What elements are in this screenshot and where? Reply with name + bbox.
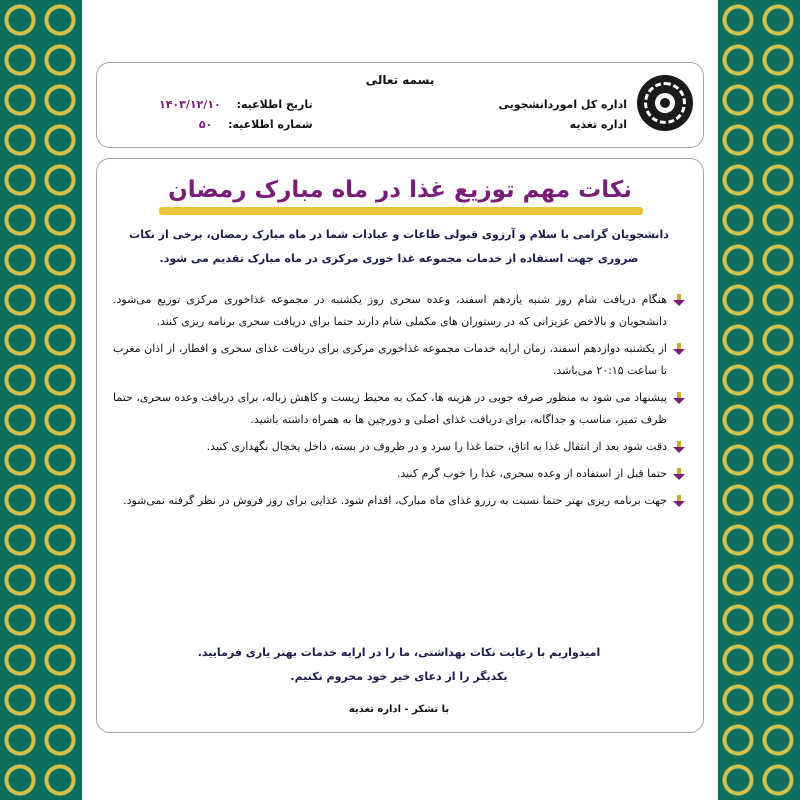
list-item	[113, 338, 685, 382]
list-item	[113, 436, 685, 458]
notice-date-row	[159, 95, 313, 115]
notice-items-list	[113, 289, 685, 517]
notice-number-label: شماره اطلاعیه:	[228, 118, 313, 131]
notice-date-label: تاریخ اطلاعیه:	[236, 98, 313, 111]
notice-date-value: ۱۴۰۳/۱۲/۱۰	[159, 98, 221, 111]
list-item-text: حتما قبل از استفاده از وعده سحری، غذا را خوب گرم کنید.	[396, 467, 667, 480]
notice-page	[82, 0, 718, 800]
arrow-down-icon	[673, 343, 685, 355]
arrow-down-icon	[673, 468, 685, 480]
arrow-down-icon	[673, 495, 685, 507]
closing-line-2: یکدیگر را از دعای خیر خود محروم نکنیم.	[290, 670, 508, 683]
university-emblem-icon	[637, 75, 693, 131]
list-item-text: دقت شود بعد از انتقال غذا به اتاق، حتما غذا را سرد و در ظروف در بسته، داخل یخچال نگهداری کنید.	[206, 440, 667, 453]
notice-signature: با تشکر - اداره تغذیه	[348, 704, 450, 715]
org-department: اداره تغذیه	[569, 118, 627, 131]
closing-line-1: امیدواریم با رعایت نکات بهداشتی، ما را در ارایه خدمات بهتر یاری فرمایید.	[197, 646, 601, 659]
list-item	[113, 387, 685, 431]
notice-info-block	[159, 95, 313, 135]
arrow-down-icon	[673, 441, 685, 453]
list-item-text: جهت برنامه ریزی بهتر حتما نسبت به رزرو غذای ماه مبارک، اقدام شود. غذایی برای روز فروش در نظر گرفته نمی‌شود.	[123, 494, 667, 507]
notice-intro: دانشجویان گرامی با سلام و آرزوی قبولی طاعات و عبادات شما در ماه مبارک رمضان، برخی از نکات ضروری جهت استفاده از خدمات مجموعه غذا خوری مرکزی در ماه مبارک تقدیم می شود.	[129, 228, 669, 265]
arrow-down-icon	[673, 294, 685, 306]
list-item	[113, 490, 685, 512]
org-name: اداره کل اموردانشجویی	[498, 98, 627, 111]
notice-number-row	[159, 115, 313, 135]
organization-block	[498, 95, 627, 135]
notice-number-value: ۵۰	[198, 118, 213, 131]
right-decorative-border	[718, 0, 800, 800]
notice-header	[96, 62, 704, 148]
notice-closing	[113, 641, 685, 689]
bismillah-text: بسمه تعالی	[365, 73, 435, 87]
list-item-text: هنگام دریافت شام روز شنبه یازدهم اسفند، وعده سحری روز یکشنبه در مجموعه غذاخوری مرکزی توزیع می‌شود. دانشجویان و بالاخص عزیزانی که در رستوران های مکملی شام دارند حتما برای دریافت سحری برنامه ریزی کنند.	[113, 293, 667, 328]
title-underline	[159, 207, 643, 215]
list-item-text: از یکشنبه دوازدهم اسفند، زمان ارایه خدمات مجموعه غذاخوری مرکزی برای دریافت غذای سحری و افطار، از اذان مغرب تا ساعت ۲۰:۱۵ می‌باشد.	[113, 342, 667, 377]
notice-title: نکات مهم توزیع غذا در ماه مبارک رمضان	[168, 177, 632, 203]
list-item	[113, 289, 685, 333]
notice-body	[96, 158, 704, 733]
arrow-down-icon	[673, 392, 685, 404]
left-decorative-border	[0, 0, 82, 800]
list-item-text: پیشنهاد می شود به منظور صرفه جویی در هزینه ها، کمک به محیط زیست و کاهش زباله، برای دریافت وعده سحری، حتما ظرف تمیز، مناسب و جداگانه، برای دریافت غذای اصلی و دورچین ها به همراه داشته باشید.	[113, 391, 667, 426]
emblem-core	[655, 93, 675, 113]
list-item	[113, 463, 685, 485]
